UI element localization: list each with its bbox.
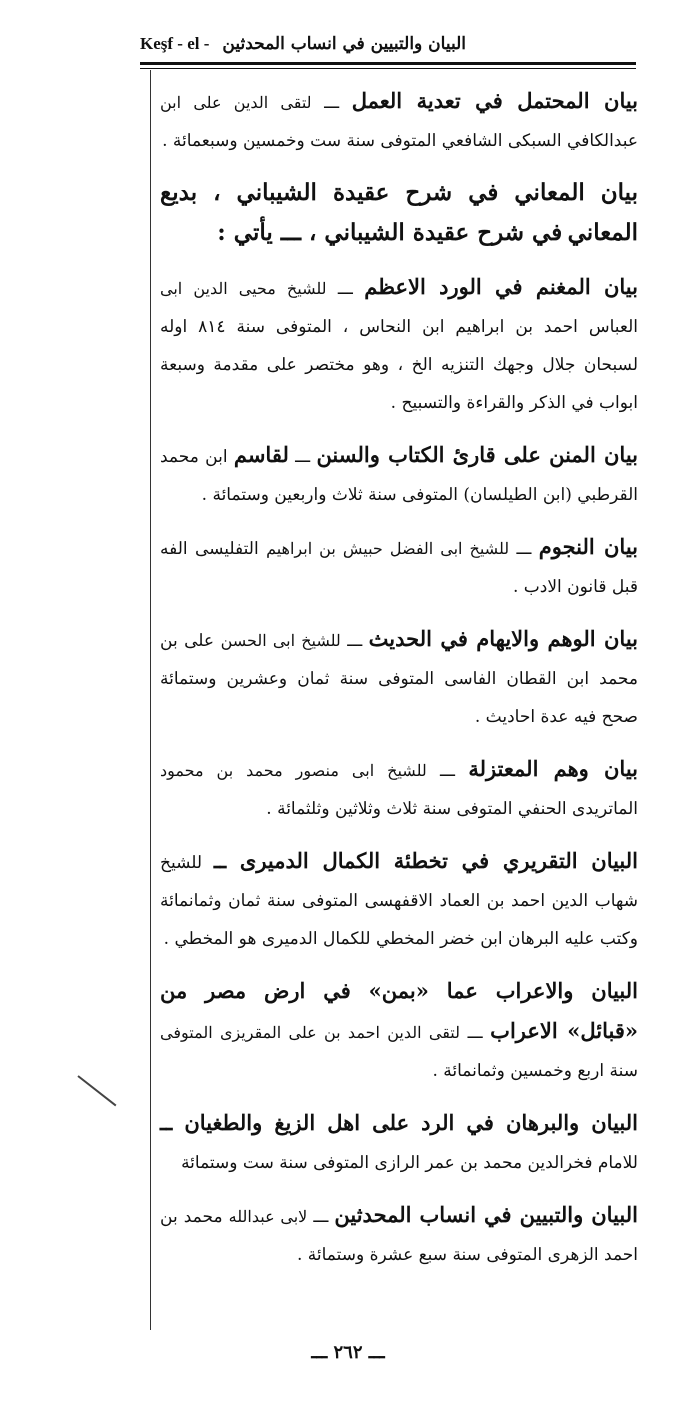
entry-author: للشيخ محيى الدين ابى (160, 279, 327, 298)
entry-author: لتقى الدين احمد بن على المقريزى المتوفى (160, 1023, 460, 1042)
entry-text: للامام فخرالدين محمد بن عمر الرازى المتوفى سنة ست وستمائة (181, 1153, 638, 1173)
entry-text: سنة اربع وخمسين وثمانمائة . (432, 1061, 638, 1081)
entry-author: لابى عبدالله (228, 1207, 308, 1226)
entry-author: للشيخ ابى الحسن (220, 631, 341, 650)
entry (160, 174, 638, 254)
entry-head: بيان الوهم والايهام في الحديث (368, 626, 638, 651)
entry-head: بيان المعاني في شرح عقيدة الشيباني ، بديع المعاني (160, 179, 638, 246)
entry-text: عبدالكافي السبكى الشافعي المتوفى سنة ست وخمسين وسبعمائة . (162, 131, 638, 151)
entry-head: بيان المغنم في الورد الاعظم (364, 274, 638, 299)
entry: البيان والتبيين في انساب المحدثين ـــ لابى عبدالله محمد بن احمد الزهرى المتوفى سنة سبع عشرة وستمائة . (160, 1202, 638, 1265)
entry: بيان الوهم والايهام في الحديث ـــ للشيخ ابى الحسن على بن محمد ابن القطان الفاسى المتوفى سنة ثمان وعشرين وستمائة صحح فيه عدة احاديث . (160, 626, 638, 727)
header-rule-thin (140, 68, 636, 69)
entry-head: بيان المنن على قارئ الكتاب والسنن (316, 442, 638, 467)
entries-column (160, 82, 638, 1288)
entry-head: البيان والتبيين في انساب المحدثين (334, 1202, 638, 1227)
entry-head: بيان المحتمل في تعدية العمل (351, 88, 639, 113)
entry-text: العباس احمد بن ابراهيم ابن النحاس ، المتوفى سنة ٨١٤ اوله لسبحان جلال وجهك التنزيه الخ ، وهو مختصر على مقدمة وسبعة ابواب في الذكر والقراءة والتسبيح . (160, 317, 639, 413)
entry: بيان وهم المعتزلة ـــ للشيخ ابى منصور محمد بن محمود الماتريدى الحنفي المتوفى سنة ثلاث وثلاثين وثلثمائة . (160, 756, 639, 819)
entry: بيان المحتمل في تعدية العمل ـــ لتقى الدين على ابن عبدالكافي السبكى الشافعي المتوفى سنة ست وخمسين وسبعمائة . (160, 88, 639, 151)
running-header (140, 28, 636, 62)
entry-head: بيان النجوم (538, 534, 638, 559)
entry-head: بيان وهم المعتزلة (468, 756, 639, 781)
entry-head: البيان والاعراب عما «بمن» في ارض مصر من «قبائل» الاعراب (160, 978, 638, 1043)
entry (160, 842, 638, 958)
header-rule-thick (140, 62, 636, 65)
edition-label: Keşf - el - (140, 34, 210, 53)
entry-author: للشيخ ابى الفضل حبيش بن ابراهيم (266, 539, 510, 558)
entry-head: البيان والبرهان في الرد على اهل الزيغ والطغيان ــ (160, 1110, 638, 1135)
entry-text: ابن محمد القرطبي (ابن الطيلسان) المتوفى سنة ثلاث واربعين وستمائة . (160, 447, 638, 505)
entry-author: للشيخ ابى منصور محمد بن محمود (160, 761, 427, 780)
entry-text: على بن محمد ابن القطان الفاسى المتوفى سنة ثمان وعشرين وستمائة صحح فيه عدة احاديث . (160, 631, 638, 727)
entry-text: في شرح عقيدة الشيباني ، ـــ يأتي : (217, 219, 563, 246)
entry-author: لقاسم (233, 442, 289, 467)
entry (160, 1104, 638, 1182)
margin-line (150, 70, 151, 1330)
entry: بيان المغنم في الورد الاعظم ـــ للشيخ محيى الدين ابى العباس احمد بن ابراهيم ابن النحاس ، المتوفى سنة ٨١٤ اوله لسبحان جلال وجهك التنزيه الخ ، وهو مختصر على مقدمة وسبعة ابواب في الذكر والقراءة والتسبيح . (160, 274, 639, 413)
entry: البيان والاعراب عما «بمن» في ارض مصر من «قبائل» الاعراب ـــ لتقى الدين احمد بن على المقريزى المتوفى سنة اربع وخمسين وثمانمائة . (160, 978, 638, 1081)
entry-text: التفليسى الفه قبل قانون الادب . (160, 539, 638, 597)
entry: بيان النجوم ـــ للشيخ ابى الفضل حبيش بن ابراهيم التفليسى الفه قبل قانون الادب . (160, 534, 638, 597)
margin-stray-mark (77, 1075, 116, 1106)
entry-text: محمد بن احمد الزهرى المتوفى سنة سبع عشرة وستمائة . (160, 1207, 638, 1265)
page-number: ـــ ٢٦٢ ـــ (311, 1342, 385, 1363)
entry-author: لتقى الدين على ابن (160, 93, 312, 112)
entry: بيان المنن على قارئ الكتاب والسنن ـــ لقاسم ابن محمد القرطبي (ابن الطيلسان) المتوفى سنة ثلاث واربعين وستمائة . (160, 442, 638, 505)
entry-text: للشيخ شهاب الدين احمد بن العماد الاقفهسى المتوفى سنة ثمان وثمانمائة وكتب عليه البرهان ابن خضر المخطي للكمال الدميرى هو المخطي . (160, 853, 638, 949)
entry-text: الماتريدى الحنفي المتوفى سنة ثلاث وثلاثين وثلثمائة . (266, 799, 638, 819)
running-title: البيان والتبيين في انساب المحدثين (222, 34, 466, 54)
entry-head: البيان التقريري في تخطئة الكمال الدميرى ــ (213, 848, 638, 873)
